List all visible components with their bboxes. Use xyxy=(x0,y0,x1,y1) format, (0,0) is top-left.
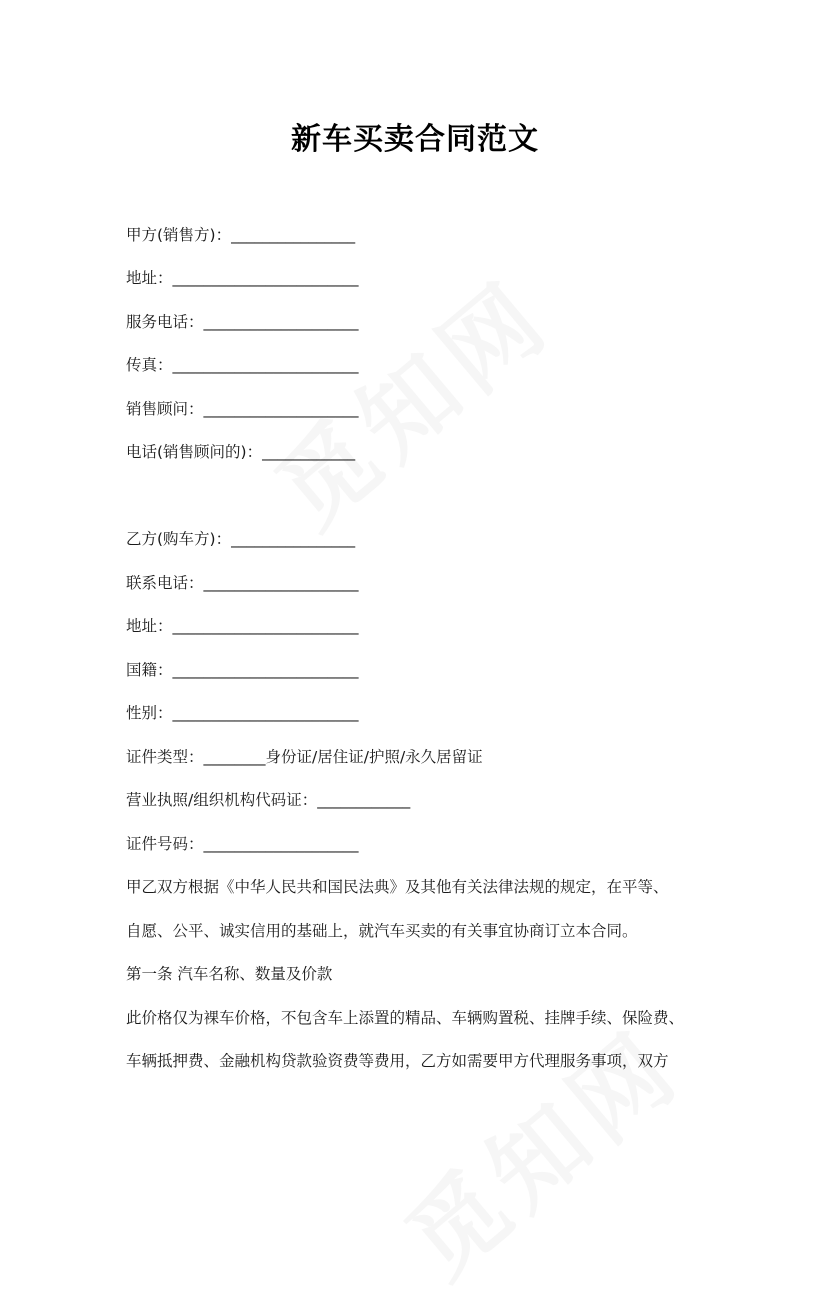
id-type-field: 证件类型：________身份证/居住证/护照/永久居留证 xyxy=(126,748,483,766)
sales-advisor-field: 销售顾问：____________________ xyxy=(126,400,359,418)
buyer-address-field: 地址：________________________ xyxy=(126,617,359,635)
buyer-phone-field: 联系电话：____________________ xyxy=(126,574,359,592)
paragraph-line: 车辆抵押费、金融机构贷款验资费等费用，乙方如需要甲方代理服务事项，双方 xyxy=(126,1052,669,1070)
paragraph-line: 自愿、公平、诚实信用的基础上，就汽车买卖的有关事宜协商订立本合同。 xyxy=(126,922,638,940)
business-license-field: 营业执照/组织机构代码证：____________ xyxy=(126,791,411,809)
watermark xyxy=(373,994,705,1303)
advisor-phone-field: 电话(销售顾问的)：____________ xyxy=(126,443,356,461)
buyer-nationality-field: 国籍：________________________ xyxy=(126,661,359,679)
article-heading: 第一条 汽车名称、数量及价款 xyxy=(126,965,333,983)
id-number-field: 证件号码：____________________ xyxy=(126,835,359,853)
paragraph-line: 甲乙双方根据《中华人民共和国民法典》及其他有关法律法规的规定，在平等、 xyxy=(126,878,669,896)
seller-name-field: 甲方(销售方)：________________ xyxy=(126,226,356,244)
buyer-gender-field: 性别：________________________ xyxy=(126,704,359,722)
seller-phone-field: 服务电话：____________________ xyxy=(126,313,359,331)
seller-fax-field: 传真：________________________ xyxy=(126,356,359,374)
buyer-name-field: 乙方(购车方)：________________ xyxy=(126,530,356,548)
paragraph-line: 此价格仅为裸车价格，不包含车上添置的精品、车辆购置税、挂牌手续、保险费、 xyxy=(126,1009,685,1027)
seller-address-field: 地址：________________________ xyxy=(126,269,359,287)
document-title: 新车买卖合同范文 xyxy=(291,122,539,157)
